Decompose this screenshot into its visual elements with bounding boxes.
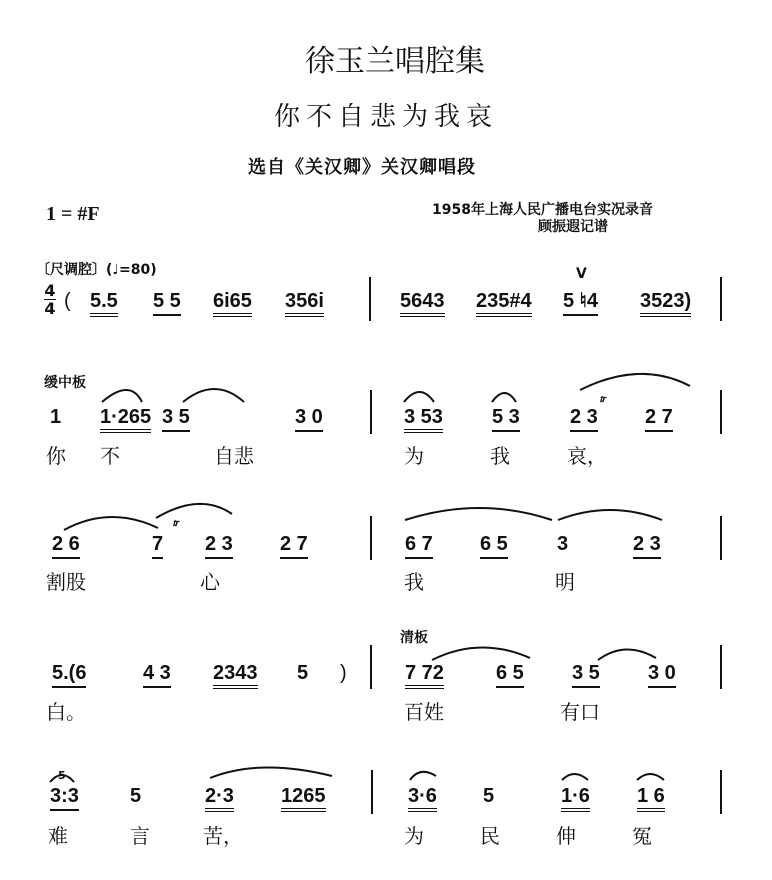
ornament-mark: 𝆖: [173, 516, 180, 529]
note-group: 3523): [640, 290, 691, 317]
note-group: 6 7: [405, 533, 433, 559]
note-group: 3 5: [572, 662, 600, 688]
lyric: 言: [130, 824, 150, 848]
note-group: 5643: [400, 290, 445, 317]
note-group: 3 0: [295, 406, 323, 432]
note-group: ): [340, 662, 347, 684]
slur: [558, 510, 662, 520]
note-group: 1 6: [637, 785, 665, 812]
note-group: 7: [152, 533, 163, 559]
slur: [598, 649, 656, 660]
note-group: 3·6: [408, 785, 437, 812]
note-group: 1265: [281, 785, 326, 812]
note-group: 3 0: [648, 662, 676, 688]
note-group: 3:3: [50, 785, 79, 811]
lyric: 割股: [46, 570, 86, 594]
book-title: 徐玉兰唱腔集: [305, 44, 485, 79]
note-group: 5: [483, 785, 495, 807]
tempo-mark: 〔尺调腔〕(♩=80): [36, 262, 157, 278]
note-group: 2343: [213, 662, 258, 689]
note-group: 235#4: [476, 290, 532, 317]
note-group: 6 5: [480, 533, 508, 559]
lyric: 有口: [560, 700, 600, 724]
note-group: 1·265: [100, 406, 151, 433]
transcriber-credit: 顾振遐记谱: [538, 219, 608, 235]
note-group: 5.5: [90, 290, 118, 317]
slur: [410, 772, 436, 780]
note-group: 5.(6: [52, 662, 86, 688]
key-signature: 1 = #F: [46, 203, 100, 225]
slur: [64, 517, 158, 530]
song-title: 你不自悲为我哀: [273, 102, 498, 132]
note-group: 1·6: [561, 785, 590, 812]
lyric: 为: [404, 444, 424, 468]
note-group: 3 53: [404, 406, 443, 433]
note-group: 3 5: [162, 406, 190, 432]
grace-note: 5: [58, 769, 66, 782]
note-group: 7 72: [405, 662, 444, 689]
tempo-label: 缓中板: [44, 375, 86, 391]
lyric: 心: [200, 570, 220, 594]
ornament-mark: 𝆖: [600, 392, 607, 405]
note-group: 5 5: [153, 290, 181, 316]
note-group: 2 6: [52, 533, 80, 559]
lyric: 为: [404, 824, 424, 848]
note-group: (: [64, 290, 71, 312]
slur: [580, 374, 690, 390]
source-note: 选自《关汉卿》关汉卿唱段: [248, 157, 476, 178]
slur: [562, 774, 588, 780]
slur: [183, 389, 244, 402]
slur: [432, 647, 530, 660]
lyric: 难: [48, 824, 68, 848]
lyric: 白。: [46, 700, 86, 724]
slur: [405, 508, 552, 520]
lyric: 我: [490, 444, 510, 468]
note-group: 2 7: [645, 406, 673, 432]
lyric: 自悲: [214, 444, 254, 468]
lyric: 冤: [632, 824, 652, 848]
note-group: 2 7: [280, 533, 308, 559]
lyric: 不: [100, 444, 120, 468]
tempo-label: 清板: [400, 630, 428, 646]
note-group: 2 3: [633, 533, 661, 559]
note-group: 2 3: [205, 533, 233, 559]
slur: [210, 767, 332, 778]
slur: [156, 504, 232, 518]
lyric: 伸: [556, 824, 576, 848]
note-group: 6 5: [496, 662, 524, 688]
note-group: 2 3: [570, 406, 598, 432]
lyric: 哀，: [567, 444, 607, 468]
note-group: 2·3: [205, 785, 234, 812]
note-group: 1: [50, 406, 62, 428]
lyric: 民: [480, 824, 500, 848]
note-group: 356i: [285, 290, 324, 317]
note-group: 6i65: [213, 290, 252, 317]
slur: [50, 775, 74, 782]
lyric: 你: [46, 444, 66, 468]
note-group: 4 3: [143, 662, 171, 688]
lyric: 我: [404, 570, 424, 594]
slur: [492, 393, 516, 402]
slur: [637, 774, 664, 780]
time-sig-num: 4: [44, 281, 56, 300]
lyric: 百姓: [404, 700, 444, 724]
note-group: 5: [297, 662, 309, 684]
note-group: 5: [130, 785, 142, 807]
note-group: 5 3: [492, 406, 520, 432]
lyric: 明: [555, 570, 575, 594]
breath-mark: V: [576, 266, 587, 282]
time-sig-den: 4: [44, 299, 56, 318]
slur: [404, 392, 434, 402]
note-group: 5 ♮4: [563, 290, 598, 316]
slur: [102, 390, 142, 402]
recording-credit: 1958年上海人民广播电台实况录音: [432, 202, 653, 218]
note-group: 3: [557, 533, 569, 555]
lyric: 苦，: [203, 824, 243, 848]
